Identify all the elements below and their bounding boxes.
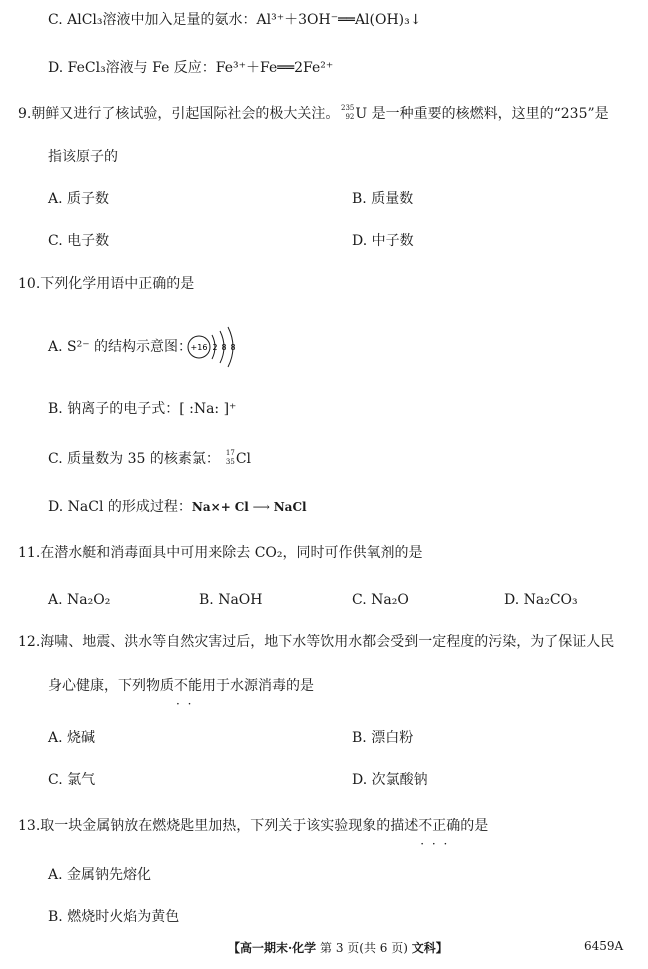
- option-text: Na₂O₂: [67, 592, 111, 608]
- q12-option-d: [352, 770, 428, 790]
- option-label: A.: [48, 339, 63, 355]
- option-label: A.: [48, 730, 63, 746]
- q8-option-d: [48, 58, 333, 78]
- option-label: C.: [352, 592, 367, 608]
- chlorine-nuclide: [220, 449, 236, 469]
- option-label: B.: [352, 730, 367, 746]
- option-text: 钠离子的电子式：: [67, 401, 180, 417]
- option-label: B.: [48, 909, 63, 925]
- formation-right: NaCl: [273, 500, 307, 514]
- question-text: 用于水源消毒的是: [202, 678, 314, 694]
- option-label: C.: [48, 451, 63, 467]
- q10-stem: [18, 274, 194, 294]
- q13-option-a: [48, 865, 151, 885]
- page-footer: [228, 939, 448, 956]
- option-label: C.: [48, 12, 63, 28]
- question-text: 身心健康，下列物质: [48, 678, 174, 694]
- element-symbol: U: [355, 106, 368, 122]
- question-text: 取一块金属钠放在燃烧匙里加热，下列关于该实验现象的描述: [40, 818, 419, 834]
- emphasis-text: 不能 · ·: [174, 678, 202, 694]
- q10-option-c: [48, 449, 251, 469]
- lower-number: 35: [225, 458, 235, 466]
- shell-count-1: 2: [212, 343, 218, 352]
- shell-count-2: 8: [221, 343, 227, 352]
- question-number: 13.: [18, 818, 41, 834]
- option-text: 燃烧时火焰为黄色: [67, 909, 180, 925]
- option-text: 漂白粉: [371, 730, 414, 746]
- q11-option-d: [504, 590, 578, 610]
- q10-option-a: [48, 337, 192, 357]
- q12-stem-line2: [48, 676, 314, 696]
- q9-stem-line2: 指该原子的: [48, 149, 118, 165]
- q11-option-c: [352, 590, 409, 610]
- option-text: 氯气: [67, 772, 96, 788]
- question-number: 9.: [18, 106, 32, 122]
- q12-option-c: [48, 770, 95, 790]
- option-text: 中子数: [371, 233, 414, 249]
- shell-count-3: 8: [230, 343, 236, 352]
- option-text: 次氯酸钠: [371, 772, 428, 788]
- option-text: FeCl₃溶液与 Fe 反应：Fe³⁺＋Fe══2Fe²⁺: [67, 60, 334, 76]
- q9-option-a: [48, 189, 109, 209]
- q13-stem: [18, 816, 488, 836]
- option-text: NaOH: [218, 592, 263, 608]
- uranium-nuclide: [339, 104, 355, 124]
- formation-middle: Cl: [234, 500, 249, 514]
- option-text: 质量数为 35 的核素氯：: [67, 451, 220, 467]
- q9-option-c: [48, 231, 109, 251]
- option-text: 金属钠先熔化: [67, 867, 152, 883]
- reaction-arrow: ⟶: [248, 500, 274, 514]
- option-label: C.: [48, 233, 63, 249]
- option-label: D.: [48, 60, 64, 76]
- option-text: S²⁻ 的结构示意图：: [67, 339, 193, 355]
- option-label: D.: [504, 592, 520, 608]
- question-text: 海啸、地震、洪水等自然灾害过后，地下水等饮用水都会受到一定程度的污染，为了保证人民: [40, 634, 615, 650]
- atomic-number: 92: [345, 113, 355, 121]
- option-label: B.: [48, 401, 63, 417]
- question-text: 下列化学用语中正确的是: [40, 276, 195, 292]
- q12-option-b: [352, 728, 413, 748]
- q10-option-b: [48, 399, 236, 419]
- element-symbol: Cl: [235, 451, 252, 467]
- option-text: Na₂CO₃: [523, 592, 578, 608]
- q12-stem: [18, 632, 614, 652]
- q11-option-a: [48, 590, 110, 610]
- option-label: C.: [48, 772, 63, 788]
- q11-stem: [18, 543, 423, 563]
- exam-code: 6459A: [584, 939, 624, 953]
- option-text: AlCl₃溶液中加入足量的氨水：Al³⁺＋3OH⁻══Al(OH)₃↓: [67, 12, 422, 28]
- electron-formula: [ :Na: ]⁺: [179, 401, 237, 417]
- footer-title: 【高一期末·化学: [228, 941, 317, 955]
- footer-subject: 文科】: [411, 941, 448, 955]
- option-label: D.: [48, 499, 64, 515]
- q9-option-d: [352, 231, 414, 251]
- question-text: 朝鲜又进行了核试验，引起国际社会的极大关注。: [31, 106, 340, 122]
- option-label: D.: [352, 233, 368, 249]
- option-text: NaCl 的形成过程：: [67, 499, 192, 515]
- question-text: 的是: [460, 818, 489, 834]
- question-text: 在潜水艇和消毒面具中可用来除去 CO₂，同时可作供氧剂的是: [40, 545, 423, 561]
- option-label: B.: [199, 592, 214, 608]
- option-label: B.: [352, 191, 367, 207]
- option-text: 电子数: [67, 233, 110, 249]
- formation-left: Na×+: [191, 500, 231, 514]
- question-number: 12.: [18, 634, 41, 650]
- option-text: Na₂O: [371, 592, 409, 608]
- sulfide-structure-diagram: [186, 318, 256, 376]
- q9-option-b: [352, 189, 413, 209]
- question-number: 10.: [18, 276, 41, 292]
- question-number: 11.: [18, 545, 41, 561]
- q12-option-a: [48, 728, 95, 748]
- q9-stem: [18, 104, 609, 124]
- q10-option-d: [48, 497, 307, 517]
- upper-number: 17: [225, 449, 235, 457]
- option-label: A.: [48, 867, 63, 883]
- option-label: A.: [48, 592, 63, 608]
- nucleus-charge: +16: [190, 343, 208, 352]
- q11-option-b: [199, 590, 263, 610]
- option-text: 质子数: [67, 191, 110, 207]
- option-label: A.: [48, 191, 63, 207]
- emphasis-text: 不正确 · · ·: [418, 818, 460, 834]
- option-text: 质量数: [371, 191, 414, 207]
- mass-number: 235: [340, 104, 355, 112]
- option-label: D.: [352, 772, 368, 788]
- question-text: 是一种重要的核燃料，这里的“235”是: [367, 106, 609, 122]
- page-number: 第 3 页(共 6 页): [320, 941, 408, 955]
- option-text: 烧碱: [67, 730, 96, 746]
- q8-option-c: [48, 10, 422, 30]
- q13-option-b: [48, 907, 179, 927]
